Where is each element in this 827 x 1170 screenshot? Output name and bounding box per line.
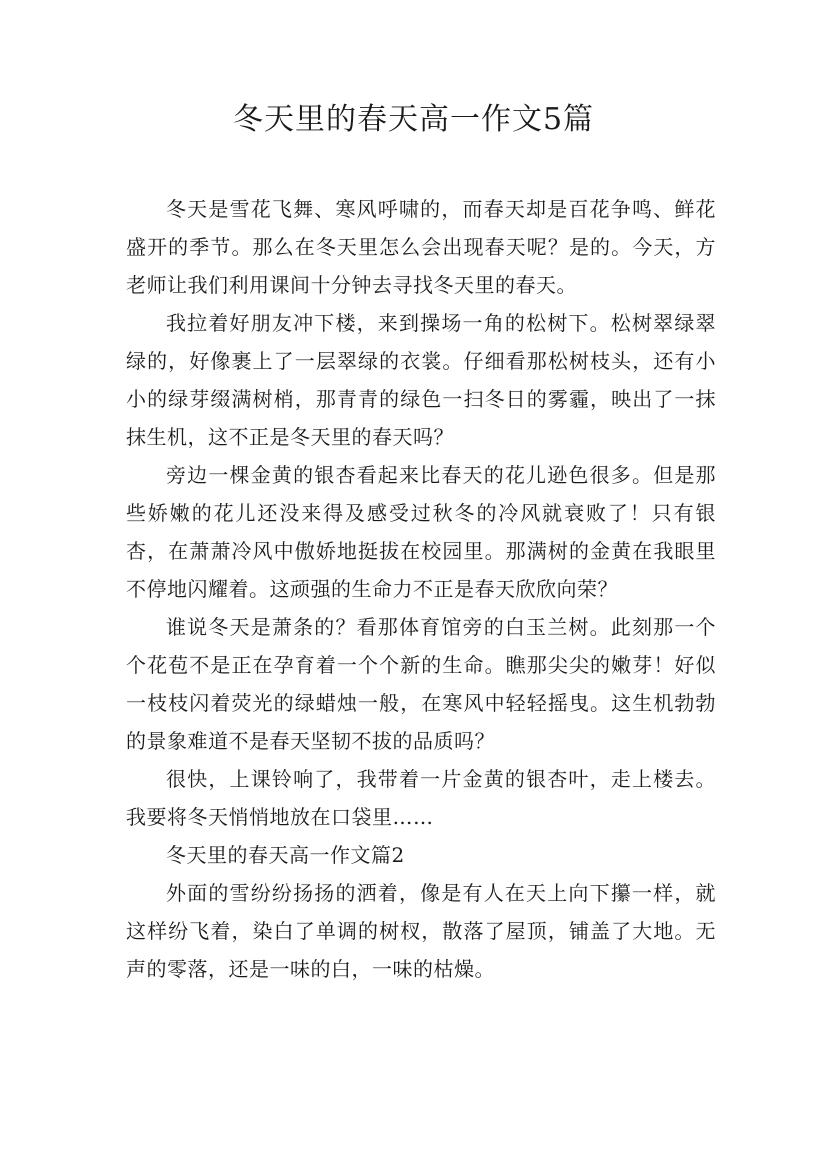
document-body [126,190,716,988]
section-heading-2: 冬天里的春天高一作文篇2 [166,843,405,867]
paragraph-4: 谁说冬天是萧条的？看那体育馆旁的白玉兰树。此刻那一个个花苞不是正在孕育着一个个新的生命。瞧那尖尖的嫩芽！好似一枝枝闪着荧光的绿蜡烛一般，在寒风中轻轻摇曳。这生机勃勃的景象难道不是春天坚韧不拔的品质吗？ [126,615,716,753]
paragraph-5: 很快，上课铃响了，我带着一片金黄的银杏叶，走上楼去。我要将冬天悄悄地放在口袋里…… [126,767,716,829]
paragraph-2: 我拉着好朋友冲下楼，来到操场一角的松树下。松树翠绿翠绿的，好像裹上了一层翠绿的衣裳。仔细看那松树枝头，还有小小的绿芽缀满树梢，那青青的绿色一扫冬日的雾霾，映出了一抹抹生机，这不正是冬天里的春天吗？ [126,311,716,449]
paragraph-3: 旁边一棵金黄的银杏看起来比春天的花儿逊色很多。但是那些娇嫩的花儿还没来得及感受过秋冬的冷风就衰败了！只有银杏，在萧萧冷风中傲娇地挺拔在校园里。那满树的金黄在我眼里不停地闪耀着。这顽强的生命力不正是春天欣欣向荣？ [126,463,716,601]
paragraph-6: 外面的雪纷纷扬扬的洒着，像是有人在天上向下攥一样，就这样纷飞着，染白了单调的树杈，散落了屋顶，铺盖了大地。无声的零落，还是一味的白，一味的枯燥。 [126,881,716,981]
document-title: 冬天里的春天高一作文5篇 [232,102,595,137]
paragraph-1: 冬天是雪花飞舞、寒风呼啸的，而春天却是百花争鸣、鲜花盛开的季节。那么在冬天里怎么会出现春天呢？是的。今天，方老师让我们利用课间十分钟去寻找冬天里的春天。 [126,197,716,297]
